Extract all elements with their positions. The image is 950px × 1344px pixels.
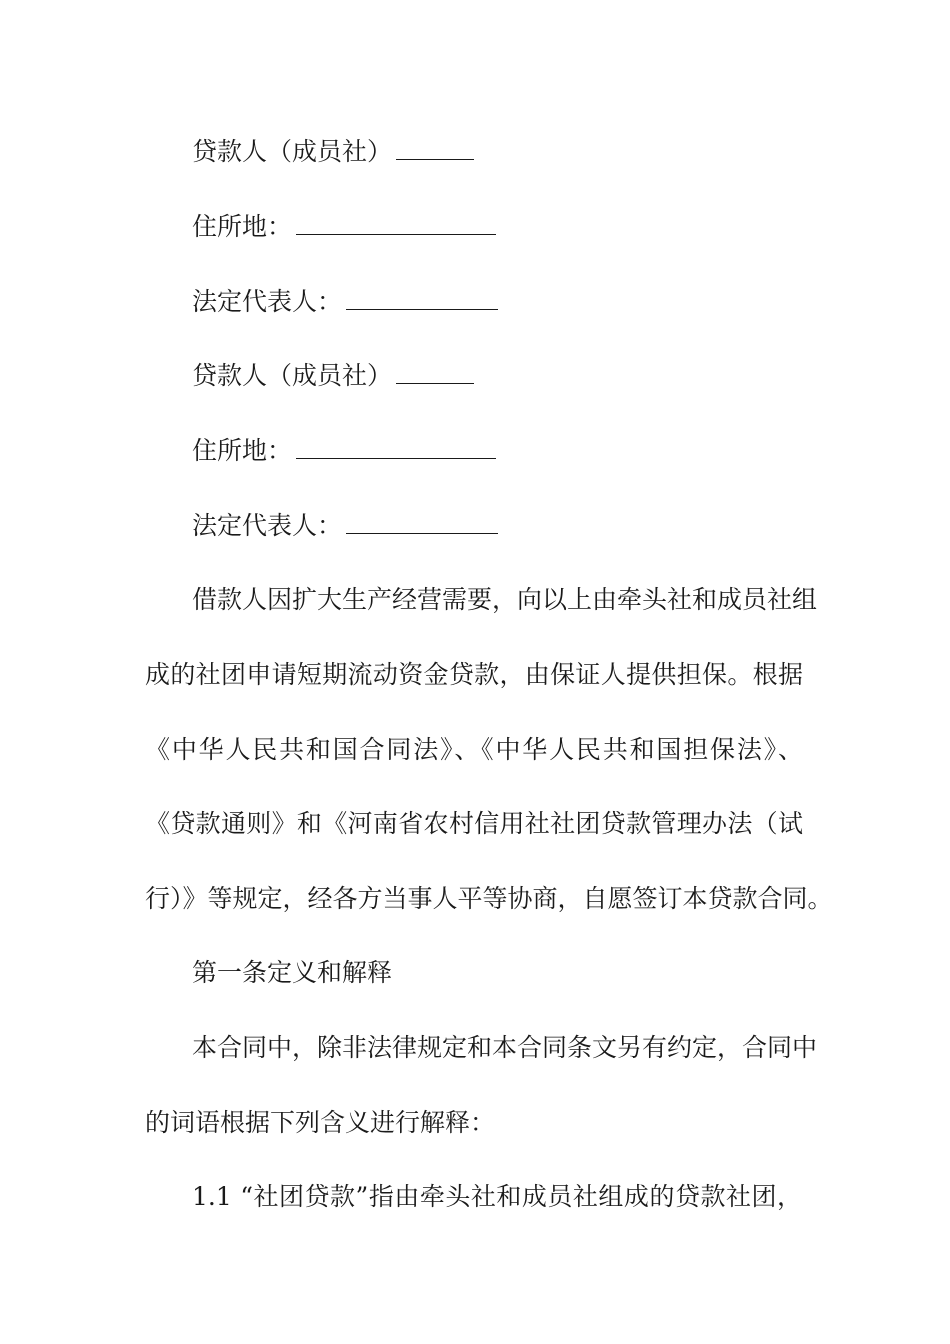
party-label: 住所地： — [192, 436, 293, 465]
preamble-line — [145, 660, 803, 690]
article-intro-line — [145, 1108, 495, 1138]
party-legal-rep-2 — [192, 511, 498, 541]
fill-blank — [346, 287, 498, 310]
preamble-line — [192, 585, 818, 615]
preamble-text: 成的社团申请短期流动资金贷款，由保证人提供担保。根据 — [145, 660, 803, 689]
party-legal-rep-1 — [192, 287, 498, 317]
preamble-line — [145, 809, 803, 839]
fill-blank — [396, 137, 474, 160]
preamble-text: 借款人因扩大生产经营需要，向以上由牵头社和成员社组 — [192, 585, 818, 614]
party-label: 住所地： — [192, 212, 293, 241]
preamble-line — [145, 735, 803, 765]
party-label: 贷款人（成员社） — [192, 361, 393, 390]
article-heading — [192, 958, 392, 988]
preamble-line — [145, 884, 833, 914]
party-label: 法定代表人： — [192, 287, 343, 316]
preamble-text: 《贷款通则》和《河南省农村信用社社团贷款管理办法（试 — [145, 809, 803, 838]
party-lender-member-1 — [192, 137, 474, 167]
preamble-text: 行）》等规定，经各方当事人平等协商，自愿签订本贷款合同。 — [145, 884, 833, 913]
article-intro-text: 的词语根据下列含义进行解释： — [145, 1108, 496, 1137]
party-address-2 — [192, 436, 496, 466]
fill-blank — [396, 361, 474, 384]
article-intro-text: 本合同中，除非法律规定和本合同条文另有约定，合同中 — [192, 1033, 818, 1062]
fill-blank — [346, 511, 498, 534]
clause-1-1 — [192, 1182, 802, 1212]
preamble-text: 《中华人民共和国合同法》、《中华人民共和国担保法》、 — [145, 735, 803, 764]
party-address-1 — [192, 212, 496, 242]
party-label: 贷款人（成员社） — [192, 137, 393, 166]
clause-text: 1.1 “社团贷款”指由牵头社和成员社组成的贷款社团， — [192, 1182, 802, 1211]
party-lender-member-2 — [192, 361, 474, 391]
fill-blank — [296, 436, 496, 459]
article-intro-line — [192, 1033, 818, 1063]
article-heading-text: 第一条定义和解释 — [192, 958, 393, 987]
fill-blank — [296, 212, 496, 235]
party-label: 法定代表人： — [192, 511, 343, 540]
